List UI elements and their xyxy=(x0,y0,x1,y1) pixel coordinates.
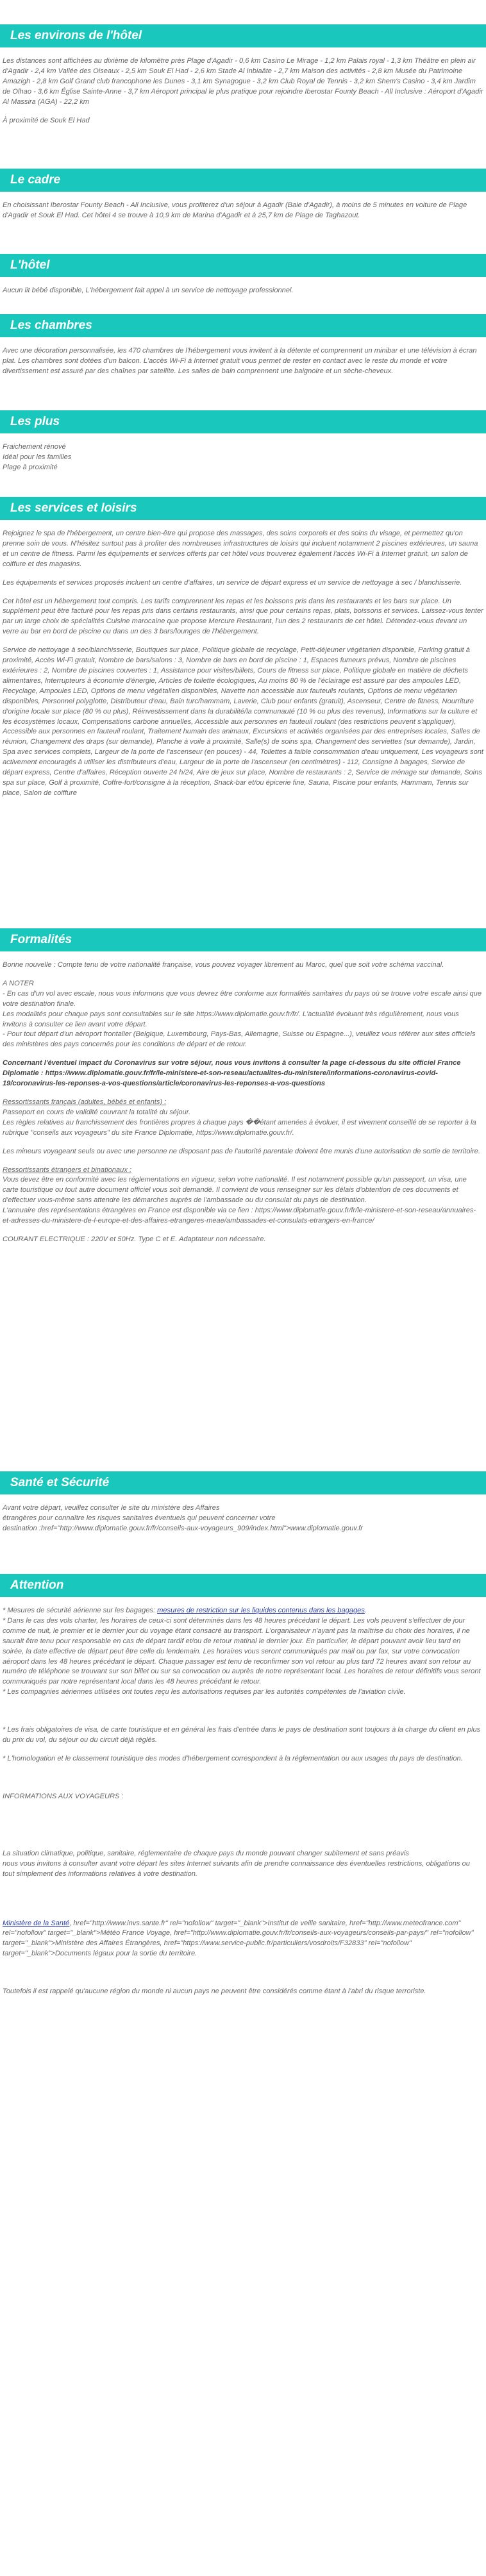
section-services xyxy=(0,497,486,807)
formalites-french xyxy=(3,1098,483,1139)
info-situation xyxy=(3,1849,483,1880)
note-stopover: - En cas d'un vol avec escale, nous vous informons que vous devrez être conforme aux formalités sanitaires du pays où se trouve votre escale ainsi que votre destination finale. xyxy=(3,989,482,1008)
hotel-text: Aucun lit bébé disponible, L'hébergement fait appel à un service de nettoyage professionnel. xyxy=(3,287,294,294)
attention-airlines: * Les compagnies aériennes utilisées ont toutes reçu les autorisations requises par les autorités compétentes de l'aviation civile. xyxy=(3,1688,406,1696)
attention-homologation: * L'homologation et le classement touristique des modes d'hébergement correspondent à la réglementation ou aux usages du pays de destination. xyxy=(3,1754,463,1762)
foreign-directory: L'annuaire des représentations étrangères en France est disponible via ce lien : https://www.diplomatie.gouv.fr/fr/le-ministere-et-son-reseau/annuaires-et-adresses-du-ministere-de-l-europe-et-des-affaires-etrangeres-meae/ambassades-et-consulats-etrangers-en-france/ xyxy=(3,1207,476,1225)
baggage-prefix: * Mesures de sécurité aérienne sur les bagages: xyxy=(3,1607,158,1614)
info-links-text: , href="http://www.invs.sante.fr" rel="nofollow" target="_blank">Institut de veille sanitaire, href="http://www.meteofrance.com" rel="nofollow" target="_blank">Météo France Voyage, href="http://www.diplomatie.gouv.fr/fr/conseils-aux-voyageurs/conseils-par-pays/" rel="nofollow" target="_blank">Ministère des Affaires Étrangères, href="https://www.service-public.fr/particuliers/vosdroits/F32833" rel="nofollow" target="_blank">Documents légaux pour la sortie du territoire. xyxy=(3,1919,474,1958)
chambres-text: Avec une décoration personnalisée, les 470 chambres de l'hébergement vous invitent à la détente et comprennent un minibar et une télévision à écran plat. Les chambres sont dotées d'un balcon. L'accès Wi-Fi à Internet gratuit vous permet de rester en contact avec le reste du monde et votre divertissement est assuré par des chaînes par satellite. Les salles de bain comprennent une baignoire et un sèche-cheveux. xyxy=(3,347,477,375)
section-environs xyxy=(0,24,486,134)
sante-line: destination :href="http://www.diplomatie.gouv.fr/fr/conseils-aux-voyageurs_909/index.html">www.diplomatie.gouv.fr xyxy=(3,1524,363,1532)
section-title-chambres: Les chambres xyxy=(0,314,486,337)
french-passport: Passeport en cours de validité couvrant la totalité du séjour. xyxy=(3,1108,191,1116)
section-title-cadre: Le cadre xyxy=(0,169,486,192)
terrorism-note: Toutefois il est rappelé qu'aucune région du monde ni aucun pays ne peuvent être considérés comme étant à l'abri du risque terroriste. xyxy=(3,1987,426,1996)
plus-item: Fraichement rénové xyxy=(3,443,66,451)
note-border-airport: - Pour tout départ d'un aéroport frontalier (Belgique, Luxembourg, Pays-Bas, Allemagne, Suisse ou Espagne...), veuillez vous référer aux sites officiels des ministères des pays concernés pour les conditions de départ et de retour. xyxy=(3,1030,476,1049)
services-spa: Rejoignez le spa de l'hébergement, un centre bien-être qui propose des massages, des soins corporels et des soins du visage, et permettez qu'on prenne soin de vous. N'hésitez surtout pas à profiter des nombreuses infrastructures de loisirs qui incluent notamment 2 piscines extérieures, un sauna et un centre de fitness. Parmi les équipements et services offerts par cet hôtel vous trouverez également l'accès Wi-Fi à Internet gratuit, un salon de coiffure et des magasins. xyxy=(3,530,478,568)
services-business: Les équipements et services proposés incluent un centre d'affaires, un service de départ express et un service de nettoyage à sec / blanchisserie. xyxy=(3,578,462,587)
baggage-suffix: . xyxy=(364,1607,367,1614)
section-title-hotel: L'hôtel xyxy=(0,254,486,277)
environs-distances: Les distances sont affichées au dixième de kilomètre près Plage d'Agadir - 0,6 km Casino Le Mirage - 1,2 km Palais royal - 1,3 km Théâtre en plein air d'Agadir - 2,4 km Vallée des Oiseaux - 2,5 km Souk El Had - 2,6 km Stade Al Inbiaâte - 2,7 km Maison des activités - 2,8 km Musée du Patrimoine Amazigh - 2,8 km Golf Grand club francophone les Dunes - 3,1 km Synagogue - 3,2 km Club Royal de Tennis - 3,2 km Shem's Casino - 3,4 km Jardim de Olhao - 3,6 km Église Sainte-Anne - 3,7 km Aéroport principal le plus pratique pour rejoindre Iberostar Founty Beach - All Inclusive : Aéroport d'Agadir Al Massira (AGA) - 22,2 km xyxy=(3,57,483,106)
foreign-rules: Vous devez être en conformité avec les réglementations en vigueur, selon votre nationalité. Il est notamment possible qu'un passeport, un visa, une carte touristique ou tout autre document officiel vous soit demandé. Il convient de vous renseigner sur les délais d'obtention de ces documents et d'effectuer vous-même sans attendre les démarches auprès de l'ambassade ou du consulat du pays de destination. xyxy=(3,1176,467,1205)
sante-line: Avant votre départ, veuillez consulter le site du ministère des Affaires xyxy=(3,1504,220,1512)
formalites-intro: Bonne nouvelle : Compte tenu de votre nationalité française, vous pouvez voyager librement au Maroc, quel que soit votre schéma vaccinal. xyxy=(3,961,444,969)
formalites-note xyxy=(3,979,483,1050)
attention-block xyxy=(3,1606,483,1698)
formalites-foreign xyxy=(3,1166,483,1226)
services-amenities: Service de nettoyage à sec/blanchisserie, Boutiques sur place, Politique globale de recyclage, Petit-déjeuner végétarien disponible, Parking gratuit à proximité, Accès Wi-Fi gratuit, Nombre de bars/salons : 3, Nombre de bars en bord de piscine : 1, Espaces fumeurs prévus, Nombre de piscines extérieures : 2, Nombre de piscines couvertes : 1, Assistance pour visites/billets, Cours de fitness sur place, Politique globale en matière de déchets alimentaires, Interrupteurs à économie d'énergie, Articles de toilette écologiques, Au moins 80 % de l'éclairage est assuré par des ampoules LED, Recyclage, Ampoules LED, Options de menu végétalien disponibles, Navette non accessible aux fauteuils roulants, Options de menu végétarien disponibles, Personnel polyglotte, Distributeur d'eau, Bain turc/hammam, Laverie, Club pour enfants (gratuit), Ascenseur, Centre de fitness, Nourriture d'origine locale sur place (80 % ou plus), Réinvestissement dans la durabilité/la communauté (10 % ou plus des revenus), Informations sur la culture et les écosystèmes locaux, Compensations carbone annuelles, Accessible aux personnes en fauteuil roulant (des restrictions peuvent s'appliquer), Accessible aux personnes en fauteuil roulant, Traitement humain des animaux, Excursions et activités organisées par des entreprises locales, Salles de réunion, Changement des draps (sur demande), Planche à voile à proximité, Salle(s) de soins spa, Changement des serviettes (sur demande), Jardin, Spa avec services complets, Largeur de la porte de l'ascenseur (en pouces) - 44, Toilettes à faible consommation d'eau uniquement, Les voyageurs sont activement encouragés à utiliser les distributeurs d'eau, Largeur de la porte de l'ascenseur (en centimètres) - 112, Consigne à bagages, Service de départ express, Centre d'affaires, Réception ouverte 24 h/24, Aire de jeux sur place, Nombre de restaurants : 2, Service de ménage sur demande, Soins spa sur place, Golf à proximité, Coffre-fort/consigne à la réception, Snack-bar et/ou épicerie fine, Sauna, Piscine pour enfants, Hammam, Tennis sur place, Salon de coiffure xyxy=(3,646,483,797)
section-title-sante: Santé et Sécurité xyxy=(0,1471,486,1494)
ministere-sante-link[interactable]: Ministère de la Santé xyxy=(3,1919,70,1927)
plus-item: Idéal pour les familles xyxy=(3,453,72,461)
section-plus xyxy=(0,410,486,481)
note-modalities: Les modalités pour chaque pays sont consultables sur le site https://www.diplomatie.gouv.fr/fr/. L'actualité évoluant très régulièrement, nous vous invitons à consulter ce lien avant votre départ. xyxy=(3,1010,459,1028)
baggage-restriction-link[interactable]: mesures de restriction sur les liquides contenus dans les bagages xyxy=(157,1607,365,1614)
foreign-heading: Ressortissants étrangers et binationaux : xyxy=(3,1166,132,1174)
info-links xyxy=(3,1919,483,1960)
cadre-text: En choisissant Iberostar Founty Beach - All Inclusive, vous profiterez d'un séjour à Agadir (Baie d'Agadir), à moins de 5 minutes en voiture de Plage d'Agadir et Souk El Had. Cet hôtel 4 se trouve à 10,9 km de Marina d'Agadir et à 25,7 km de Plage de Taghazout. xyxy=(3,201,467,219)
attention-visa: * Les frais obligatoires de visa, de carte touristique et en général les frais d'entrée dans le pays de destination sont toujours à la charge du client en plus du prix du vol, du séjour ou du circuit déjà réglés. xyxy=(3,1726,481,1744)
section-title-attention: Attention xyxy=(0,1574,486,1597)
formalites-courant: COURANT ELECTRIQUE : 220V et 50Hz. Type C et E. Adaptateur non nécessaire. xyxy=(3,1235,266,1243)
info-websites-line: nous vous invitons à consulter avant votre départ les sites Internet suivants afin de prendre connaissance des éventuelles restrictions, obligations ou tout simplement des informations relatives à votre destination. xyxy=(3,1859,470,1878)
section-sante xyxy=(0,1471,486,1543)
section-formalites xyxy=(0,928,486,1253)
french-heading: Ressortissants français (adultes, bébés et enfants) : xyxy=(3,1098,167,1106)
attention-charter: * Dans le cas des vols charter, les horaires de ceux-ci sont déterminés dans les 48 heures précédant le départ. Les vols peuvent s'effectuer de jour comme de nuit, le premier et le dernier jour du voyage étant consacré au transport. L'organisateur n'ayant pas la maîtrise du choix des horaires, il ne saurait être tenu pour responsable en cas de départ tardif et/ou de retour matinal le dernier jour. En particulier, le départ pouvant avoir lieu tard en soirée, la date effective de départ peut être celle du lendemain. Les horaires vous seront communiqués par mail ou par fax, sur votre convocation aéroport dans les 48 heures précédant le départ. Chaque passager est tenu de reconfirmer son vol retour au plus tard 72 heures avant son retour au numéro de téléphone se trouvant sur son billet ou sur sa convocation ou auprès de notre représentant local. Les horaires de retour définitifs vous seront communiqués par notre représentant local dans les 48 heures précédant le retour. xyxy=(3,1616,481,1686)
section-cadre xyxy=(0,169,486,230)
section-attention xyxy=(0,1574,486,2005)
info-heading: INFORMATIONS AUX VOYAGEURS : xyxy=(3,1792,124,1800)
plus-item: Plage à proximité xyxy=(3,463,58,471)
section-chambres xyxy=(0,314,486,385)
services-all-inclusive: Cet hôtel est un hébergement tout compris. Les tarifs comprennent les repas et les boissons pris dans les restaurants et les bars sur place. Un supplément peut être facturé pour les repas pris dans certains restaurants, ainsi que pour certains repas, plats, boissons et services. Laissez-vous tenter par un large choix de spécialités Cuisine marocaine que propose Mercure Restaurant, l'un des 2 restaurants de cet hôtel. Détendez-vous devant un verre au bar en bord de piscine ou dans un des 3 bars/lounges de l'hébergement. xyxy=(3,597,483,636)
formalites-coronavirus: Concernant l'éventuel impact du Coronavirus sur votre séjour, nous vous invitons à consulter la page ci-dessous du site officiel France Diplomatie : https://www.diplomatie.gouv.fr/fr/le-ministere-et-son-reseau/actualites-du-ministere/informations-coronavirus-covid-19/coronavirus-les-reponses-a-vos-questions/article/coronavirus-les-reponses-a-vos-questions xyxy=(3,1059,461,1088)
sante-text xyxy=(3,1503,483,1534)
info-situation-line: La situation climatique, politique, sanitaire, réglementaire de chaque pays du monde pouvant changer subitement et sans préavis xyxy=(3,1849,409,1857)
section-hotel xyxy=(0,254,486,305)
section-title-environs: Les environs de l'hôtel xyxy=(0,24,486,47)
french-rules: Les règles relatives au franchissement des frontières propres à chaque pays ��étant amenées à évoluer, il est vivement conseillé de se reporter à la rubrique "conseils aux voyageurs" du site France Diplomatie, https://www.diplomatie.gouv.fr/. xyxy=(3,1118,476,1137)
note-heading: A NOTER xyxy=(3,979,34,987)
sante-line: étrangères pour connaître les risques sanitaires éventuels qui peuvent concerner votre xyxy=(3,1514,276,1522)
formalites-minors: Les mineurs voyageant seuls ou avec une personne ne disposant pas de l'autorité parentale doivent être munis d'une autorisation de sortie de territoire. xyxy=(3,1147,480,1155)
section-title-formalites: Formalités xyxy=(0,928,486,951)
section-title-plus: Les plus xyxy=(0,410,486,433)
section-title-services: Les services et loisirs xyxy=(0,497,486,520)
plus-list xyxy=(3,442,483,473)
attention-baggage xyxy=(3,1606,483,1616)
environs-proximity: À proximité de Souk El Had xyxy=(3,116,90,124)
